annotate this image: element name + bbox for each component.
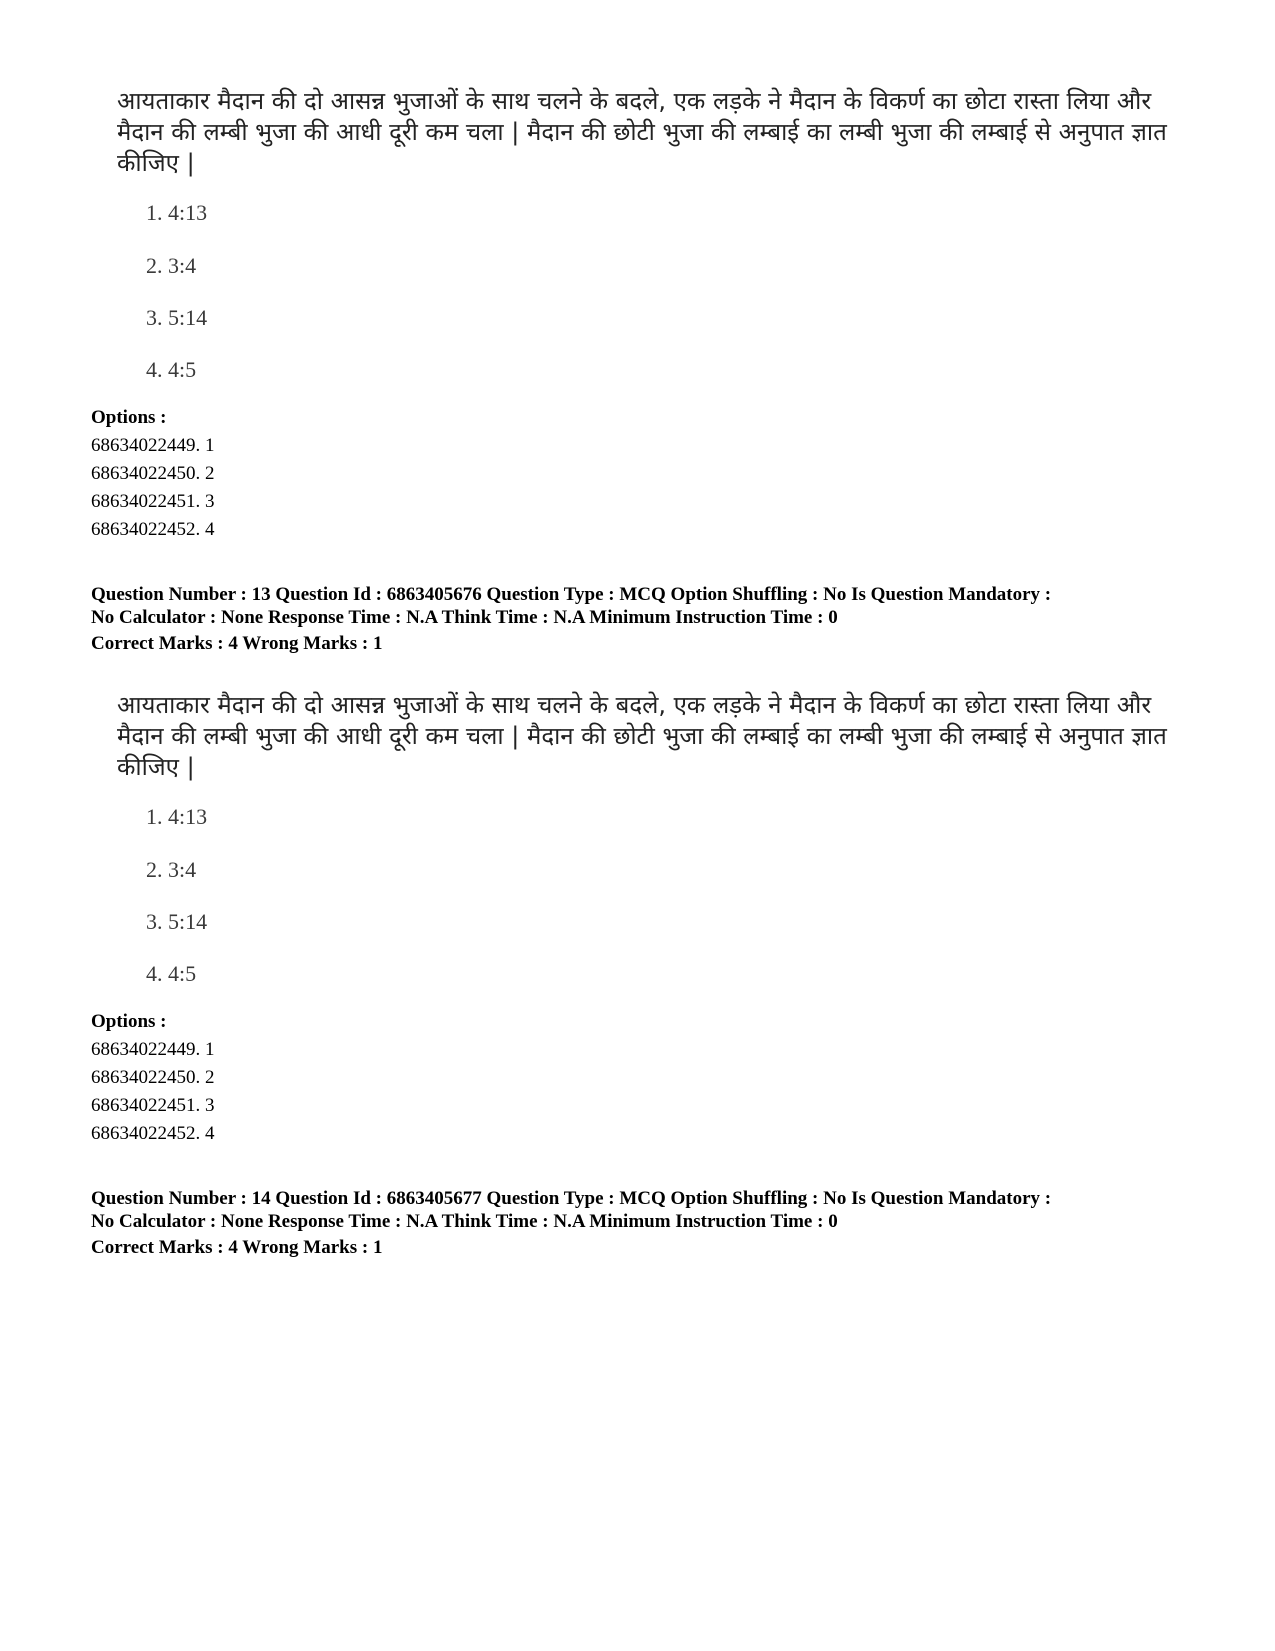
question-13-choice-3: 3. 5:14 <box>146 909 208 934</box>
question-12-options-label: Options : <box>91 407 167 428</box>
question-13-option-id-4: 68634022452. 4 <box>91 1123 215 1144</box>
question-13-metadata <box>91 583 1211 629</box>
question-13-choice-4: 4. 4:5 <box>146 961 197 986</box>
question-12-option-id-4: 68634022452. 4 <box>91 519 215 540</box>
question-13-choice-1: 1. 4:13 <box>146 804 208 829</box>
question-14-metadata <box>91 1187 1211 1233</box>
question-12-option-id-3: 68634022451. 3 <box>91 491 215 512</box>
question-12-text: आयताकार मैदान की दो आसन्न भुजाओं के साथ चलने के बदले, एक लड़के ने मैदान के विकर्ण का छोटा रास्ता लिया और मैदान की लम्बी भुजा की आधी दूरी कम चला | मैदान की छोटी भुजा की लम्बाई का लम्बी भुजा की लम्बाई से अनुपात ज्ञात कीजिए | <box>117 87 1167 177</box>
question-13-option-id-2: 68634022450. 2 <box>91 1067 215 1088</box>
question-13-meta-line-1: Question Number : 13 Question Id : 6863405676 Question Type : MCQ Option Shuffling : No Is Question Mandatory : <box>91 584 1052 605</box>
question-12-option-id-2: 68634022450. 2 <box>91 463 215 484</box>
question-13-option-id-1: 68634022449. 1 <box>91 1039 215 1060</box>
question-12-choice-2: 2. 3:4 <box>146 253 197 278</box>
question-13-meta-line-2: No Calculator : None Response Time : N.A Think Time : N.A Minimum Instruction Time : 0 <box>91 607 838 628</box>
question-13-option-id-3: 68634022451. 3 <box>91 1095 215 1116</box>
question-13-text: आयताकार मैदान की दो आसन्न भुजाओं के साथ चलने के बदले, एक लड़के ने मैदान के विकर्ण का छोटा रास्ता लिया और मैदान की लम्बी भुजा की आधी दूरी कम चला | मैदान की छोटी भुजा की लम्बाई का लम्बी भुजा की लम्बाई से अनुपात ज्ञात कीजिए | <box>117 691 1167 781</box>
question-14-meta-line-2: No Calculator : None Response Time : N.A Think Time : N.A Minimum Instruction Time : 0 <box>91 1211 838 1232</box>
question-13-options-label: Options : <box>91 1011 167 1032</box>
question-13-marks: Correct Marks : 4 Wrong Marks : 1 <box>91 633 383 654</box>
question-13-choice-2: 2. 3:4 <box>146 857 197 882</box>
question-12-choice-3: 3. 5:14 <box>146 305 208 330</box>
question-14-marks: Correct Marks : 4 Wrong Marks : 1 <box>91 1237 383 1258</box>
question-14-meta-line-1: Question Number : 14 Question Id : 6863405677 Question Type : MCQ Option Shuffling : No Is Question Mandatory : <box>91 1188 1052 1209</box>
question-12-choice-4: 4. 4:5 <box>146 357 197 382</box>
question-12-choice-1: 1. 4:13 <box>146 200 208 225</box>
question-12-option-id-1: 68634022449. 1 <box>91 435 215 456</box>
